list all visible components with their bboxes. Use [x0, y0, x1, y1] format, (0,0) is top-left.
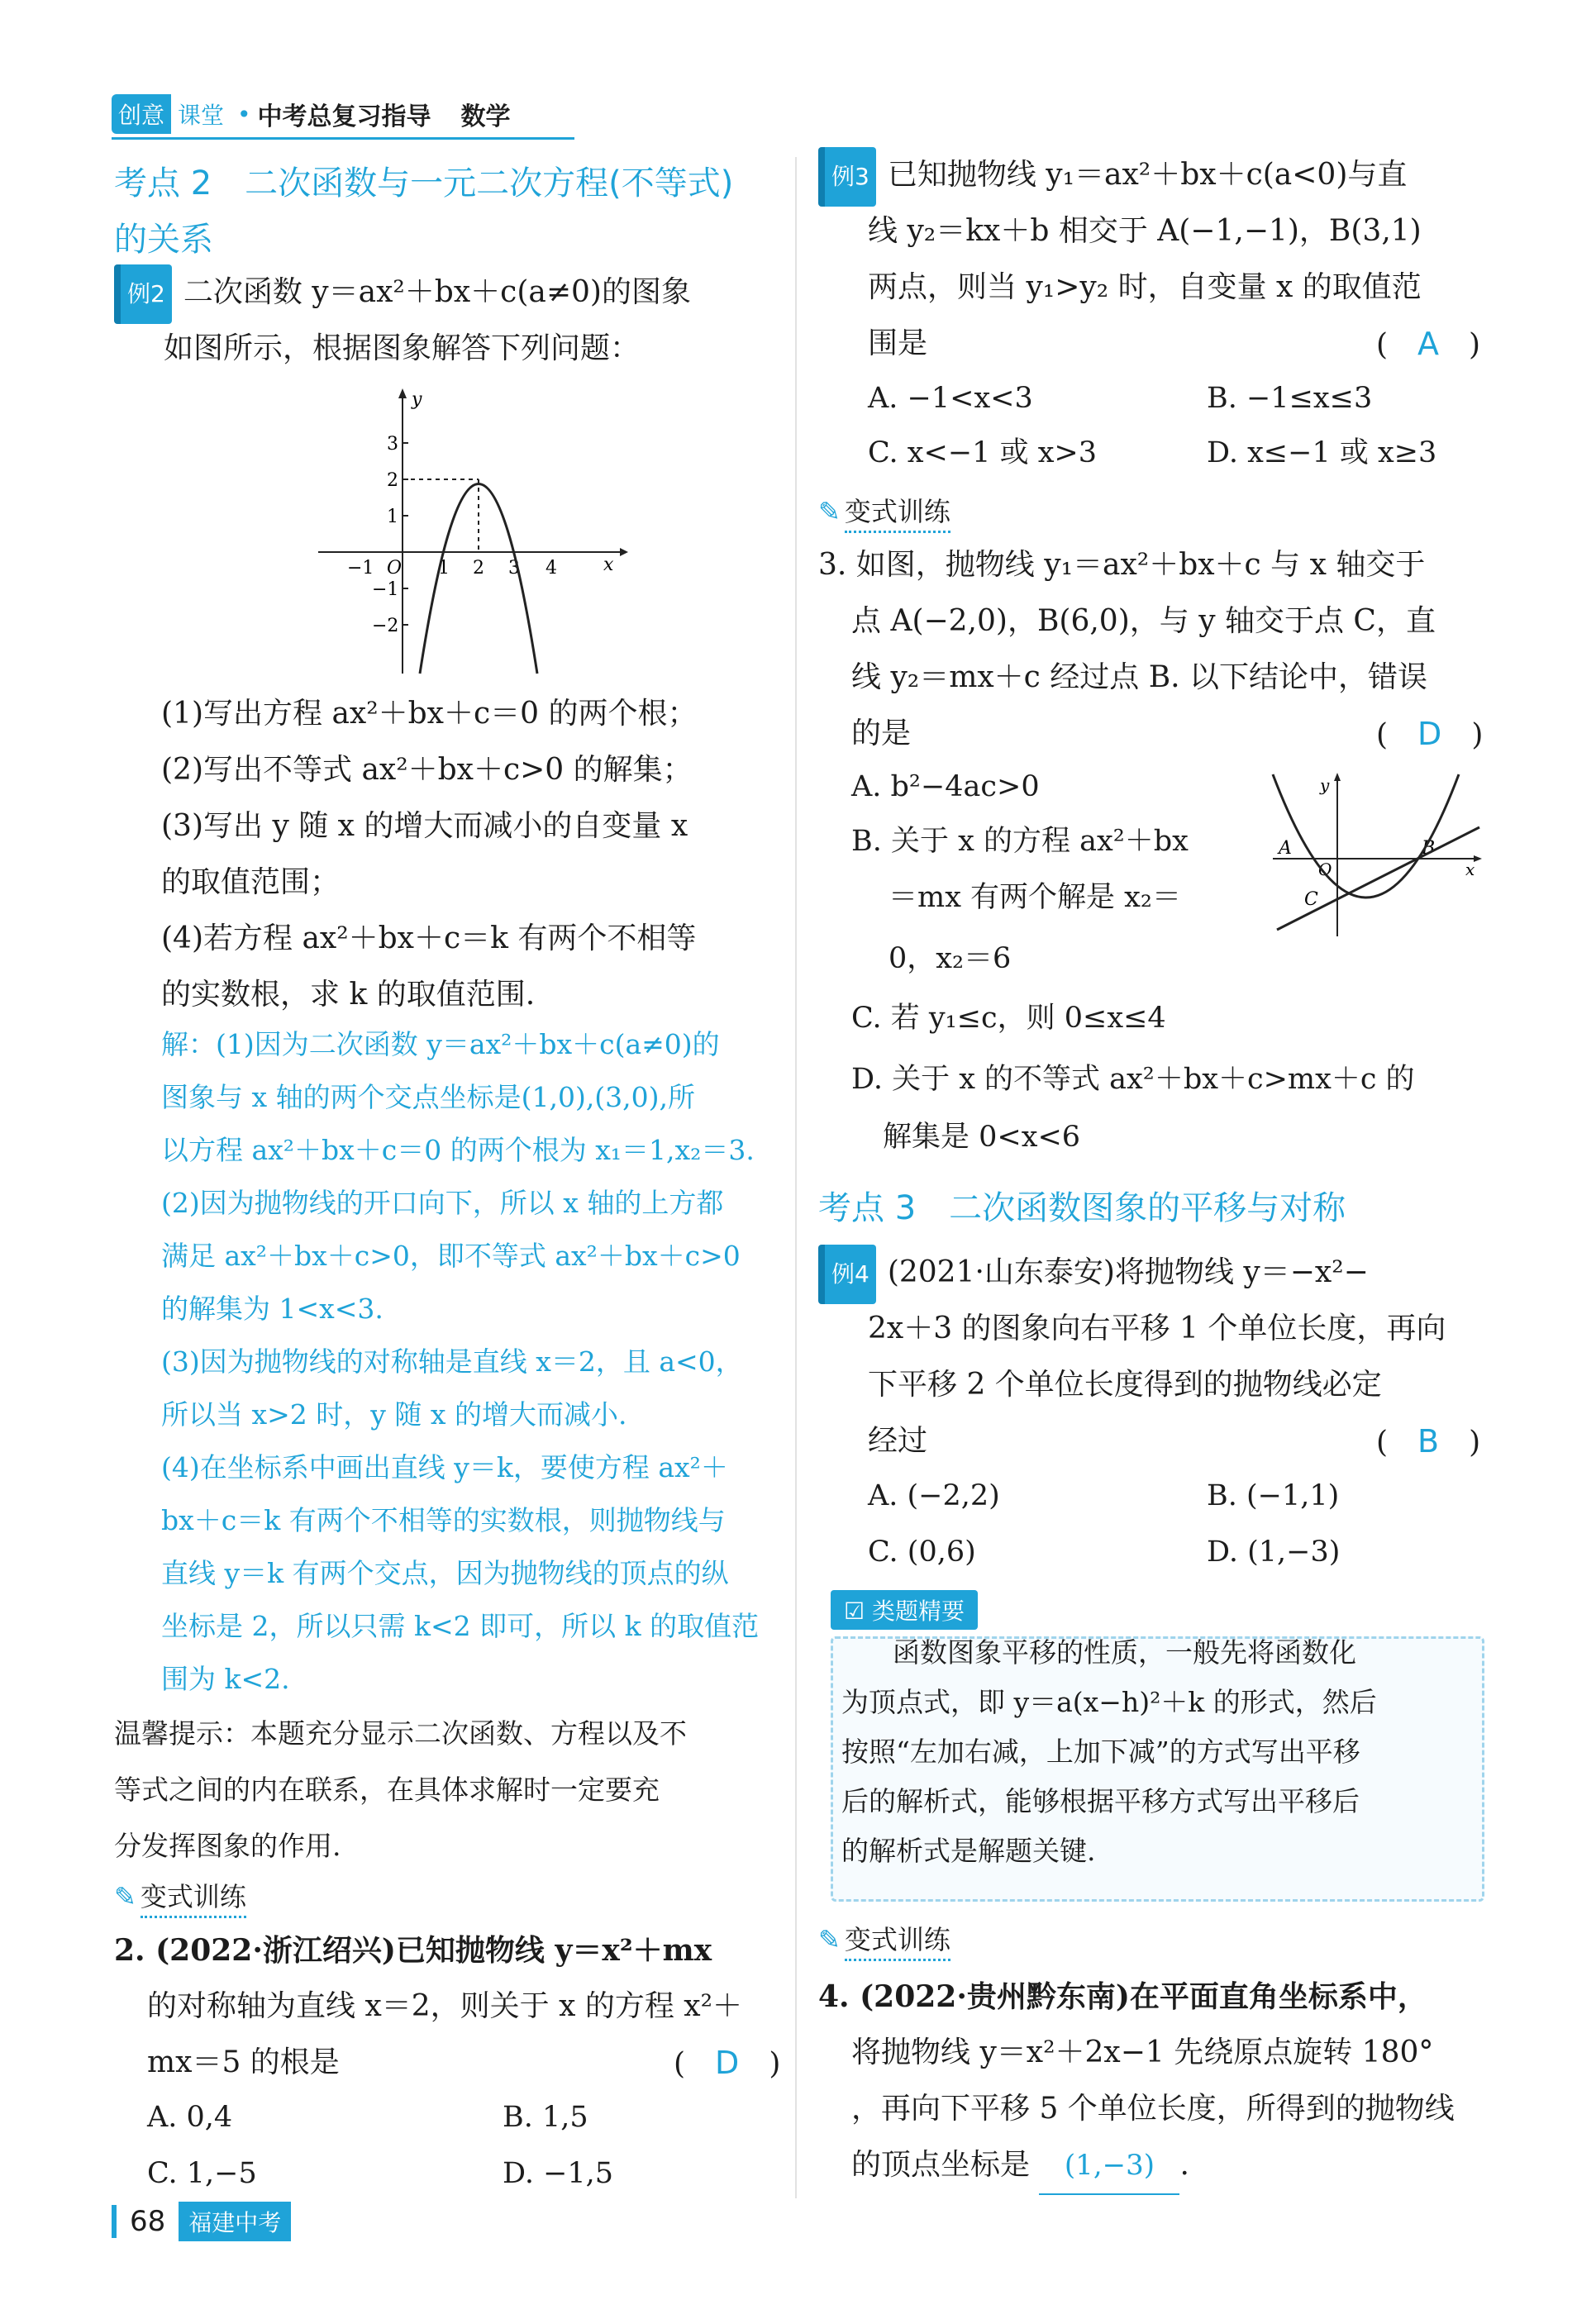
tip-line-2: 等式之间的内在联系，在具体求解时一定要充 — [114, 1774, 660, 1806]
y-tick-label-m1: −1 — [372, 579, 399, 600]
point-b-label: B — [1422, 838, 1436, 859]
header — [112, 93, 511, 136]
q3b: 的取值范围； — [161, 865, 341, 899]
q2-line-1: 2. (2022·浙江绍兴)已知抛物线 y＝x²＋mx — [114, 1933, 712, 1968]
q1: (1)写出方程 ax²＋bx＋c＝0 的两个根； — [161, 697, 698, 731]
q2: (2)写出不等式 ax²＋bx＋c>0 的解集； — [161, 753, 693, 787]
footer-bar — [112, 2205, 117, 2238]
solution-line-6: 的解集为 1<x<3. — [161, 1293, 384, 1325]
ex3-line3: 两点，则当 y₁>y₂ 时，自变量 x 的取值范 — [868, 270, 1422, 304]
ex3-line4: 围是 — [868, 326, 928, 360]
point-a-label: A — [1279, 838, 1292, 859]
x-tick-label-1: 1 — [438, 558, 450, 579]
q4-line-4-text: 的顶点坐标是 — [851, 2148, 1031, 2182]
q4-answer: (1,−3) — [1039, 2137, 1179, 2195]
ex4-answer-value: B — [1417, 1423, 1440, 1459]
solution-line-7: (3)因为抛物线的对称轴是直线 x＝2，且 a<0， — [161, 1345, 743, 1378]
parabola-graph — [314, 388, 628, 678]
x-axis-arrow — [620, 548, 628, 556]
ex4-opt-d: D. (1,−3) — [1207, 1536, 1341, 1569]
y-label-2: y — [1320, 775, 1330, 795]
column-divider — [795, 157, 797, 2198]
x-tick-label-m1: −1 — [347, 558, 374, 579]
ex4-line2: 2x＋3 的图象向右平移 1 个单位长度，再向 — [868, 1312, 1446, 1345]
header-rule — [112, 137, 574, 140]
q3-opt-b-2: ＝mx 有两个解是 x₂＝ — [889, 881, 1181, 914]
q3-opt-d-2: 解集是 0<x<6 — [883, 1121, 1081, 1154]
ex4-opt-b: B. (−1,1) — [1207, 1479, 1340, 1512]
q4-line-1: 4. (2022·贵州黔东南)在平面直角坐标系中， — [818, 1979, 1427, 2014]
footer-label: 福建中考 — [179, 2202, 291, 2241]
q2-answer: ( D ) — [674, 2045, 781, 2081]
q2-opt-d: D. −1,5 — [503, 2157, 614, 2190]
q3a: (3)写出 y 随 x 的增大而减小的自变量 x — [161, 809, 688, 843]
ex2-line2: 如图所示，根据图象解答下列问题： — [164, 331, 641, 365]
q4a: (4)若方程 ax²＋bx＋c＝k 有两个不相等 — [161, 921, 697, 955]
parabola-curve — [420, 484, 537, 674]
kp2-title-1: 考点 2 二次函数与一元二次方程(不等式) — [114, 164, 734, 202]
ex2-line1 — [114, 264, 691, 324]
edit-icon: ✎ — [114, 1881, 136, 1912]
ex3-opt-b: B. −1≤x≤3 — [1207, 382, 1373, 415]
ex3-line2: 线 y₂＝kx＋b 相交于 A(−1,−1)，B(3,1) — [868, 214, 1422, 248]
q3-answer: ( D ) — [1376, 716, 1484, 752]
solution-line-5: 满足 ax²＋bx＋c>0，即不等式 ax²＋bx＋c>0 — [161, 1240, 741, 1272]
ex3-opt-d: D. x≤−1 或 x≥3 — [1207, 436, 1437, 469]
header-subject: 数学 — [460, 102, 511, 131]
x-tick-label-3: 3 — [508, 558, 520, 579]
q3-opt-b-1: B. 关于 x 的方程 ax²＋bx — [851, 825, 1189, 858]
ex3-answer: ( A ) — [1376, 326, 1481, 362]
q3-opt-c: C. 若 y₁≤c，则 0≤x≤4 — [851, 1002, 1166, 1035]
x-label-2: x — [1465, 860, 1475, 879]
q3-opt-b-3: 0，x₂＝6 — [889, 942, 1012, 975]
solution-line-12: 坐标是 2，所以只需 k<2 即可，所以 k 的取值范 — [161, 1610, 760, 1642]
x-tick-label-2: 2 — [473, 558, 484, 579]
q2-opt-c: C. 1,−5 — [147, 2157, 257, 2190]
parabola-curve-2 — [1273, 774, 1459, 898]
x-axis-arrow-2 — [1474, 855, 1482, 862]
y-axis-label: y — [412, 389, 422, 410]
q4-line-2: 将抛物线 y＝x²＋2x−1 先绕原点旋转 180° — [851, 2036, 1434, 2069]
solution-line-3: 以方程 ax²＋bx＋c＝0 的两个根为 x₁＝1,x₂＝3. — [161, 1134, 755, 1166]
brand-a: 创意 — [112, 94, 171, 134]
summary-label: 类题精要 — [872, 1598, 965, 1625]
kp2-title-2: 的关系 — [114, 221, 213, 259]
variant-label-right-1: 变式训练 — [845, 496, 950, 533]
y-tick-label-2: 2 — [387, 470, 398, 491]
footer — [112, 2202, 291, 2241]
q2-opt-a: A. 0,4 — [147, 2101, 233, 2134]
ex4-opt-c: C. (0,6) — [868, 1536, 976, 1569]
check-icon: ☑ — [844, 1598, 865, 1625]
origin-label: O — [387, 558, 403, 579]
solution-line-11: 直线 y＝k 有两个交点，因为抛物线的顶点的纵 — [161, 1557, 729, 1589]
ex4-answer: ( B ) — [1376, 1423, 1481, 1459]
variant-label-right-2: 变式训练 — [845, 1924, 950, 1961]
solution-line-1: 解：(1)因为二次函数 y＝ax²＋bx＋c(a≠0)的 — [161, 1028, 720, 1060]
summary-label-box — [831, 1590, 978, 1630]
q4-line-4: 的顶点坐标是 (1,−3) . — [851, 2137, 1189, 2195]
ex4-line4: 经过 — [868, 1424, 928, 1458]
summary-line-5: 的解析式是解题关键. — [841, 1835, 1096, 1867]
y-axis-arrow — [398, 388, 407, 398]
ex4-opt-a: A. (−2,2) — [868, 1479, 1000, 1512]
solution-line-10: bx＋c＝k 有两个不相等的实数根，则抛物线与 — [161, 1504, 726, 1536]
tip-line-1: 温馨提示：本题充分显示二次函数、方程以及不 — [114, 1717, 687, 1750]
ex3-answer-value: A — [1417, 326, 1440, 362]
ex3-opt-c: C. x<−1 或 x>3 — [868, 436, 1098, 469]
q3-opt-d-1: D. 关于 x 的不等式 ax²＋bx＋c>mx＋c 的 — [851, 1063, 1415, 1096]
solution-line-9: (4)在坐标系中画出直线 y＝k，要使方程 ax²＋ — [161, 1451, 728, 1483]
q2-answer-value: D — [715, 2045, 740, 2081]
q3-answer-value: D — [1417, 716, 1442, 752]
solution-line-13: 围为 k<2. — [161, 1663, 290, 1695]
brand-b: 课堂 — [178, 102, 225, 129]
q2-opt-b: B. 1,5 — [503, 2101, 588, 2134]
ex3-tag: 例3 — [818, 147, 876, 207]
y-axis-arrow-2 — [1334, 773, 1341, 781]
ex3-line1 — [818, 147, 1407, 207]
q2-line-2: 的对称轴为直线 x＝2，则关于 x 的方程 x²＋ — [147, 1989, 743, 2023]
ex4-line1 — [818, 1245, 1369, 1304]
ex3-opt-a: A. −1<x<3 — [868, 382, 1033, 415]
variant-training-right-2 — [818, 1919, 950, 1957]
solution-line-8: 所以当 x>2 时，y 随 x 的增大而减小. — [161, 1398, 627, 1431]
q3-line-4: 的是 — [851, 717, 912, 750]
q3-line-2: 点 A(−2,0)，B(6,0)，与 y 轴交于点 C，直 — [851, 604, 1436, 638]
solution-line-4: (2)因为抛物线的开口向下，所以 x 轴的上方都 — [161, 1187, 724, 1219]
tip-line-3: 分发挥图象的作用. — [114, 1830, 341, 1862]
origin-label-2: O — [1318, 860, 1332, 879]
summary-line-4: 后的解析式，能够根据平移方式写出平移后 — [841, 1785, 1360, 1817]
variant-label-left: 变式训练 — [141, 1881, 246, 1918]
q2-line-3: mx＝5 的根是 — [147, 2045, 340, 2079]
header-dot: • — [237, 100, 251, 128]
header-title: 中考总复习指导 — [257, 102, 431, 131]
ex4-line3: 下平移 2 个单位长度得到的抛物线必定 — [868, 1368, 1382, 1402]
q3-opt-a: A. b²−4ac>0 — [851, 770, 1040, 803]
q4b: 的实数根，求 k 的取值范围. — [161, 978, 536, 1012]
variant-training-right-1 — [818, 491, 950, 529]
summary-line-3: 按照“左加右减，上加下减”的方式写出平移 — [841, 1736, 1360, 1768]
line-y2 — [1277, 827, 1479, 930]
edit-icon: ✎ — [818, 496, 841, 527]
point-c-label: C — [1304, 889, 1318, 910]
ex2-tag: 例2 — [114, 264, 172, 324]
q3-line-1: 3. 如图，抛物线 y₁＝ax²＋bx＋c 与 x 轴交于 — [818, 548, 1426, 582]
kp3-title: 考点 3 二次函数图象的平移与对称 — [818, 1189, 1346, 1227]
q3-line-3: 线 y₂＝mx＋c 经过点 B. 以下结论中，错误 — [851, 660, 1428, 694]
x-tick-label-4: 4 — [545, 558, 557, 579]
ex2-text1: 二次函数 y＝ax²＋bx＋c(a≠0)的图象 — [183, 275, 691, 309]
edit-icon: ✎ — [818, 1924, 841, 1955]
summary-line-1: 函数图象平移的性质，一般先将函数化 — [893, 1636, 1356, 1669]
y-tick-label-3: 3 — [387, 434, 398, 455]
page-number: 68 — [130, 2205, 166, 2238]
x-axis-label: x — [603, 555, 614, 575]
y-tick-label-1: 1 — [387, 507, 398, 527]
parabola-line-graph — [1269, 773, 1484, 938]
ex3-text1: 已知抛物线 y₁＝ax²＋bx＋c(a<0)与直 — [887, 158, 1408, 192]
variant-training-left — [114, 1876, 246, 1914]
ex4-tag: 例4 — [818, 1245, 876, 1304]
y-tick-label-m2: −2 — [372, 616, 399, 636]
summary-line-2: 为顶点式，即 y＝a(x−h)²＋k 的形式，然后 — [841, 1686, 1377, 1718]
solution-line-2: 图象与 x 轴的两个交点坐标是(1,0),(3,0),所 — [161, 1081, 696, 1113]
ex4-text1: (2021·山东泰安)将抛物线 y＝−x²− — [887, 1255, 1369, 1289]
q4-line-3: ，再向下平移 5 个单位长度，所得到的抛物线 — [851, 2092, 1455, 2126]
